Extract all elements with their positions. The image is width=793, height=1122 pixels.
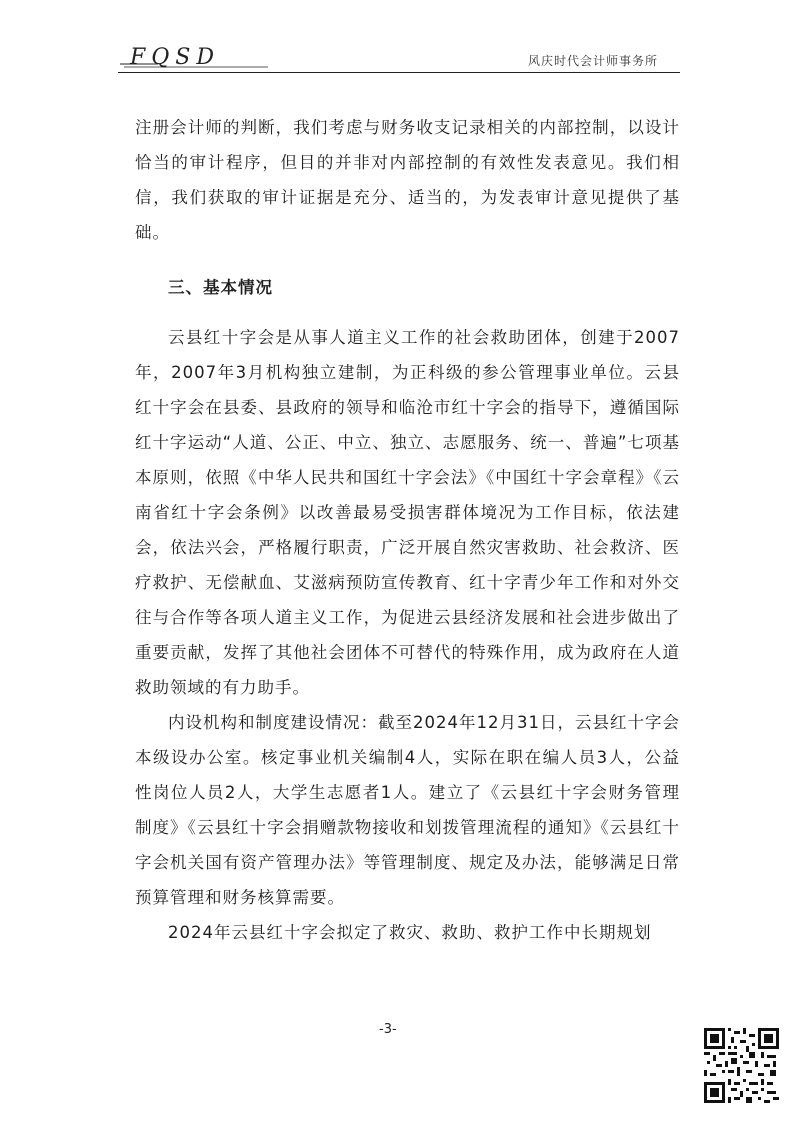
qr-code-icon	[704, 1028, 779, 1103]
svg-text:FQSD: FQSD	[130, 45, 221, 70]
paragraph-planning: 2024年云县红十字会拟定了救灾、救助、救护工作中长期规划	[168, 923, 652, 942]
header-divider	[118, 72, 680, 73]
page-number: -3-	[379, 1022, 397, 1037]
paragraph-continuation: 注册会计师的判断，我们考虑与财务收支记录相关的内部控制，以设计恰当的审计程序，但目的并非对内部控制的有效性发表意见。我们相信，我们获取的审计证据是充分、适当的，为发表审计意见提供了基础。	[135, 118, 680, 242]
paragraph-organization: 内设机构和制度建设情况：截至2024年12月31日，云县红十字会本级设办公室。核定事业机关编制4人，实际在职在编人员3人，公益性岗位人员2人，大学生志愿者1人。建立了《云县红十字会财务管理制度》《云县红十字会捐赠款物接收和划拨管理流程的通知》《云县红十字会机关国有资产管理办法》等管理制度、规定及办法，能够满足日常预算管理和财务核算需要。	[135, 713, 680, 907]
paragraph-basic-info: 云县红十字会是从事人道主义工作的社会救助团体，创建于2007年，2007年3月机构独立建制，为正科级的参公管理事业单位。云县红十字会在县委、县政府的领导和临沧市红十字会的指导下，遵循国际红十字运动“人道、公正、中立、独立、志愿服务、统一、普遍”七项基本原则，依照《中华人民共和国红十字会法》《中国红十字会章程》《云南省红十字会条例》以改善最易受损害群体境况为工作目标，依法建会，依法兴会，严格履行职责，广泛开展自然灾害救助、社会救济、医疗救护、无偿献血、艾滋病预防宣传教育、红十字青少年工作和对外交往与合作等各项人道主义工作，为促进云县经济发展和社会进步做出了重要贡献，发挥了其他社会团体不可替代的特殊作用，成为政府在人道救助领域的有力助手。	[135, 328, 680, 697]
document-body	[135, 110, 680, 950]
section-heading: 三、基本情况	[168, 278, 273, 297]
firm-name: 风庆时代会计师事务所	[528, 54, 659, 68]
firm-logo	[118, 44, 278, 74]
